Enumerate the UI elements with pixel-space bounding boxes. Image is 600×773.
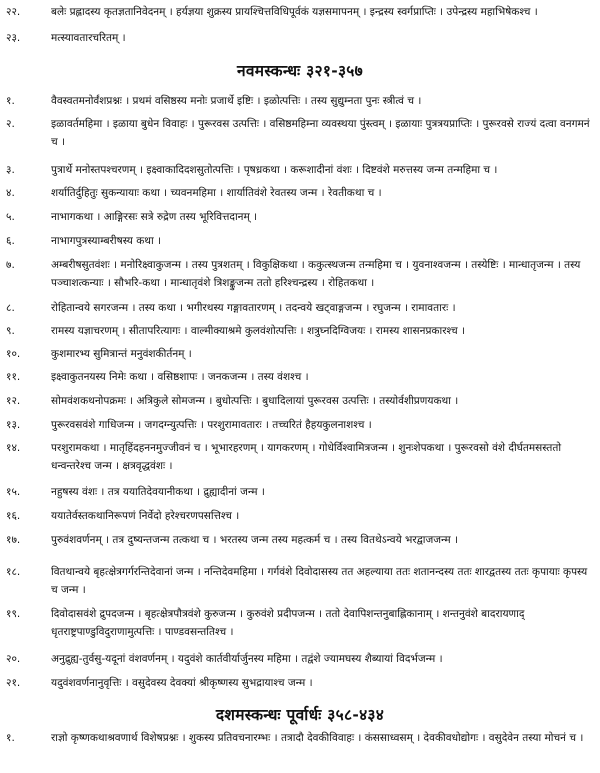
item-text: वितथान्वये बृहत्क्षेत्रगर्गरन्तिदेवानां जन्म । नन्तिदेवमहिमा । गर्गवंशे दिवोदासस्य तत अहल्याया ततः शतानन्दस्य ततः शारद्वतस्य ततः कृपायाः कृपस्य च जन्म । xyxy=(51,566,588,596)
item-text: पुरूरवसवंशे गाधिजन्म । जगदग्न्युत्पत्तिः । परशुरामावतारः । तच्चरितं हैहयकुलनाशश्च । xyxy=(51,419,372,431)
item-number: ११. xyxy=(6,371,21,383)
item-number: १२. xyxy=(6,395,21,407)
item-number: १८. xyxy=(6,566,21,578)
item-number: १३. xyxy=(6,419,21,431)
item-number: १. xyxy=(6,95,15,107)
item-number: २१. xyxy=(6,677,21,689)
item-text: इक्ष्वाकुतनयस्य निमेः कथा । वसिष्ठशापः । जनकजन्म । तस्य वंशश्च । xyxy=(51,371,309,383)
item-text: बलेः प्रह्लादस्य कृतज्ञतानिवेदनम् । हर्यज्ञया शुक्रस्य प्रायश्चित्तविधिपूर्वकं यज्ञसमापनम् । इन्द्रस्य स्वर्गप्राप्तिः । उपेन्द्रस्य महाभिषेकश्च । xyxy=(51,6,538,18)
item-text: परशुरामकथा । मातृहिंदहननमुज्जीवनं च । भूभारहरणम् । यागकरणम् । गोधेर्विश्वामित्रजन्म । शुनःशेपकथा । पुरूरवसो वंशे दीर्घतमसस्ततो धन्वन्तरेश्च जन्म । क्षत्रवृद्धवंशः । xyxy=(51,442,562,472)
item-number: १७. xyxy=(6,534,21,546)
section-heading-text: नवमस्कन्धः ३२१-३५७ xyxy=(236,62,364,80)
item-text: राज्ञो कृष्णकथाश्रवणार्थ विशेषप्रश्नः । शुकस्य प्रतिवचनारम्भः । तत्रादौ देवकीविवाहः । कंससाध्वसम् । देवकीवधोद्योगः । वसुदेवेन तस्या मोचनं च । xyxy=(51,732,584,744)
item-text: यदुवंशवर्णनानुवृत्तिः । वसुदेवस्य देवक्यां श्रीकृष्णस्य सुभद्रायाश्च जन्म । xyxy=(51,677,313,689)
item-number: २२. xyxy=(6,6,21,18)
item-text: वैवस्वतमनोर्वंशप्रश्नः । प्रथमं वसिष्ठस्य मनोः प्रजार्थे इष्टिः । इळोत्पत्तिः । तस्य सुद्युम्नता पुनः स्त्रीत्वं च । xyxy=(51,95,422,107)
item-text: सोमवंशकथनोपक्रमः । अत्रिकुले सोमजन्म । बुधोत्पत्तिः । बुधादिलायां पुरूरवस उत्पत्तिः । तस्योर्वशीप्रणयकथा । xyxy=(51,395,459,407)
item-number: १६. xyxy=(6,510,21,522)
item-number: १९. xyxy=(6,608,21,620)
item-text: पुरुवंशवर्णनम् । तत्र दुष्यन्तजन्म तत्कथा च । भरतस्य जन्म तस्य महत्कर्म च । तस्य वितथेऽन्वये भरद्वाजजन्म । xyxy=(51,534,458,546)
item-text: मत्स्यावतारचरितम् । xyxy=(51,32,126,44)
item-number: ५. xyxy=(6,211,15,223)
item-number: १. xyxy=(6,732,15,744)
item-text: रोहितान्वये सगरजन्म । तस्य कथा । भगीरथस्य गङ्गावतारणम् । तदन्वये खट्वाङ्गजन्म । रघुजन्म । रामावतारः । xyxy=(51,302,456,314)
item-text: कुशमारभ्य सुमित्रान्तं मनुवंशकीर्तनम् । xyxy=(51,348,192,360)
item-number: १०. xyxy=(6,348,21,360)
item-text: नहुषस्य वंशः । तत्र ययातिदेवयानीकथा । द्रुह्यादीनां जन्म । xyxy=(51,486,265,498)
item-number: १४. xyxy=(6,442,21,454)
item-text: नाभागपुत्रस्याम्बरीषस्य कथा । xyxy=(51,235,162,247)
item-text: ययातेर्वस्तकथानिरूपणं निर्वेदो हरेश्चरणपसत्तिश्च । xyxy=(51,510,240,522)
item-text: अनुद्रुह्य-तुर्वसु-यदूनां वंशवर्णनम् । यदुवंशे कार्तवीर्यार्जुनस्य महिमा । तद्वंशे ज्यामघस्य शैब्यायां विदर्भजन्म । xyxy=(51,653,443,665)
section-heading xyxy=(0,59,600,81)
item-text: रामस्य यज्ञाचरणम् । सीतापरित्यागः । वाल्मीक्याश्रमे कुलवंशोत्पत्तिः । शत्रुघ्नदिग्विजयः । रामस्य शासनप्रकारश्च । xyxy=(51,325,465,337)
item-number: ६. xyxy=(6,235,15,247)
section-heading xyxy=(0,703,600,725)
item-number: ३. xyxy=(6,164,15,176)
item-number: २३. xyxy=(6,32,21,44)
item-number: २. xyxy=(6,118,15,130)
item-number: २०. xyxy=(6,653,21,665)
item-text: इळावर्तमहिमा । इळाया बुधेन विवाहः । पुरूरवस उत्पत्तिः । वसिष्ठमहिम्ना व्यवस्थया पुंस्त्वम् । इळायाः पुत्रत्रयप्राप्तिः । पुरूरवसे राज्यं दत्वा वनगमनं च । xyxy=(51,118,590,148)
item-text: पुत्रार्थे मनोस्तपश्चरणम् । इक्ष्वाकादिदशसुतोत्पत्तिः । पृषध्रकथा । करूशादीनां वंशः । दिष्टवंशे मरुत्तस्य जन्म तन्महिमा च । xyxy=(51,164,498,176)
item-number: १५. xyxy=(6,486,21,498)
item-number: ८. xyxy=(6,302,15,314)
item-number: ७. xyxy=(6,259,15,271)
item-number: ९. xyxy=(6,325,15,337)
item-number: ४. xyxy=(6,187,15,199)
item-text: नाभागकथा । आङ्गिरसः सत्रे रुद्रेण तस्य भूरिवित्तदानम् । xyxy=(51,211,258,223)
item-text: शर्यातिर्दुहितुः सुकन्यायाः कथा । च्यवनमहिमा । शार्यातिवंशे रेवतस्य जन्म । रेवतीकथा च । xyxy=(51,187,382,199)
item-text: दिवोदासवंशे द्रुपदजन्म । बृहत्क्षेत्रपौत्रवंशे कुरुजन्म । कुरुवंशे प्रदीपजन्म । ततो देवापिशन्तनुबाह्लिकानाम् । शन्तनुवंशे बादरायणाद् धृतराष्ट्रपाण्डुविदुराणामुत्पत्तिः । पाण्डवसन्ततिश्च । xyxy=(51,608,525,638)
section-heading-text: दशमस्कन्धः पूर्वार्धः ३५८-४३४ xyxy=(215,706,385,724)
item-text: अम्बरीषसुतवंशः । मनोरिक्ष्वाकुजन्म । तस्य पुत्रशतम् । विकुक्षिकथा । ककुत्स्थजन्म तन्महिमा च । युवनाश्वजन्म । तस्येष्टिः । मान्धातृजन्म । तस्य पञ्चाशत्कन्याः । सौभरि-कथा । मान्धातृवंशे त्रिशङ्कुजन्म ततो हरिश्चन्द्रस्य । रोहितकथा । xyxy=(51,259,581,289)
